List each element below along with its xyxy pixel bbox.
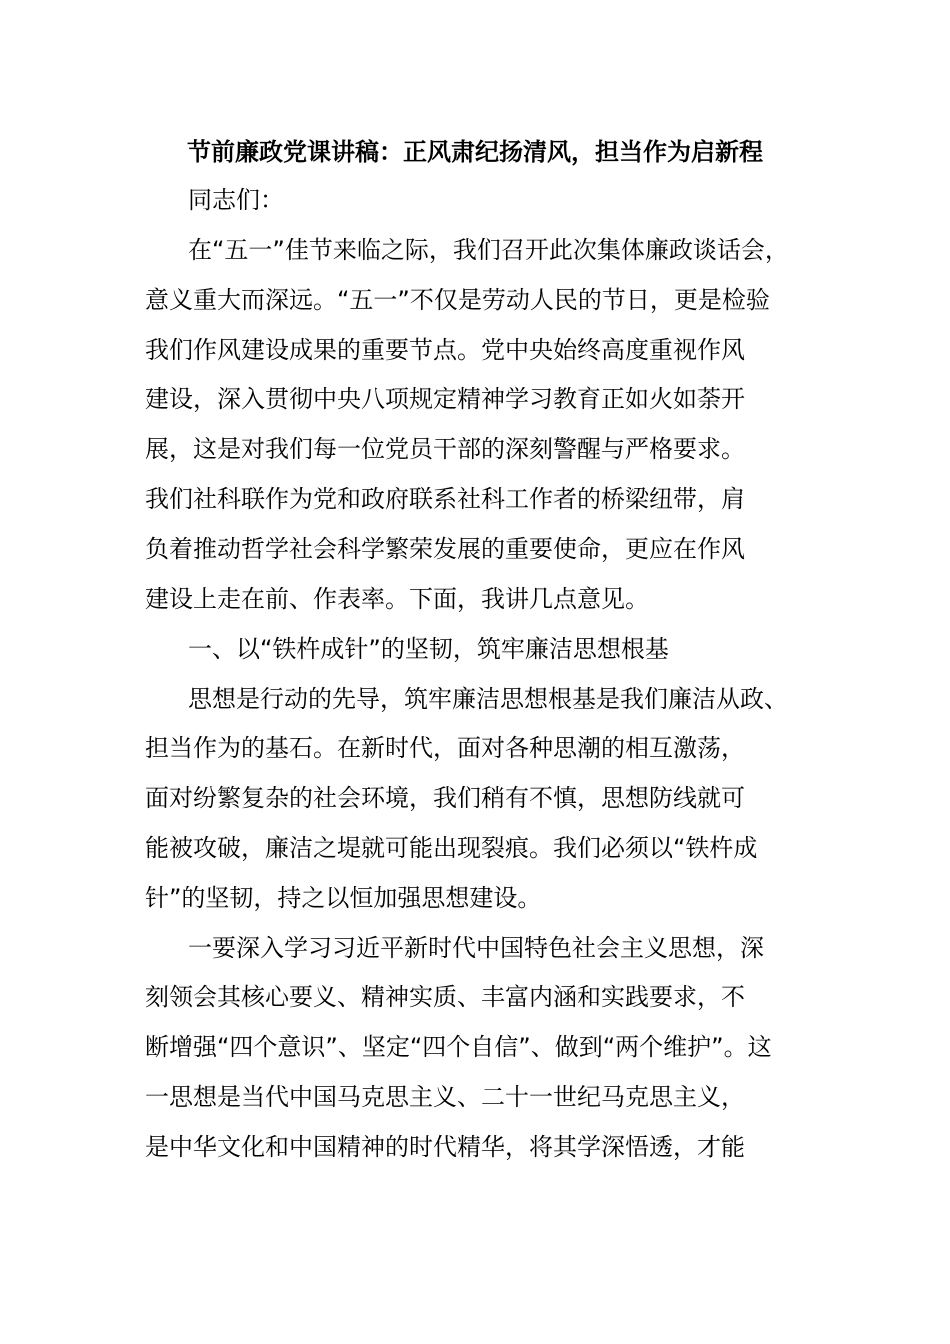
paragraph-line: 负着推动哲学社会科学繁荣发展的重要使命，更应在作风 bbox=[145, 535, 745, 563]
paragraph-line: 面对纷繁复杂的社会环境，我们稍有不慎，思想防线就可 bbox=[145, 784, 745, 812]
paragraph-line: 我们作风建设成果的重要节点。党中央始终高度重视作风 bbox=[145, 336, 745, 364]
document-title: 节前廉政党课讲稿：正风肃纪扬清风，担当作为启新程 bbox=[187, 138, 763, 166]
section-heading: 一、以“铁杵成针”的坚韧，筑牢廉洁思想根基 bbox=[188, 635, 669, 663]
paragraph-line: 在“五一”佳节来临之际，我们召开此次集体廉政谈话会， bbox=[188, 236, 789, 264]
paragraph-line: 是中华文化和中国精神的时代精华，将其学深悟透，才能 bbox=[145, 1133, 745, 1161]
paragraph-line: 展，这是对我们每一位党员干部的深刻警醒与严格要求。 bbox=[145, 435, 745, 463]
paragraph-line: 一思想是当代中国马克思主义、二十一世纪马克思主义， bbox=[145, 1083, 745, 1111]
paragraph-line: 思想是行动的先导，筑牢廉洁思想根基是我们廉洁从政、 bbox=[188, 685, 788, 713]
paragraph-line: 能被攻破，廉洁之堤就可能出现裂痕。我们必须以“铁杵成 bbox=[145, 834, 758, 862]
paragraph-line: 一要深入学习习近平新时代中国特色社会主义思想，深 bbox=[188, 934, 764, 962]
paragraph-line: 断增强“四个意识”、坚定“四个自信”、做到“两个维护”。这 bbox=[145, 1033, 772, 1061]
paragraph-line: 我们社科联作为党和政府联系社科工作者的桥梁纽带，肩 bbox=[145, 485, 745, 513]
paragraph-line: 刻领会其核心要义、精神实质、丰富内涵和实践要求，不 bbox=[145, 983, 745, 1011]
paragraph-line: 意义重大而深远。“五一”不仅是劳动人民的节日，更是检验 bbox=[145, 286, 770, 314]
paragraph-line: 针”的坚韧，持之以恒加强思想建设。 bbox=[145, 884, 542, 912]
salutation: 同志们： bbox=[188, 186, 284, 214]
paragraph-line: 建设上走在前、作表率。下面，我讲几点意见。 bbox=[145, 585, 649, 613]
paragraph-line: 建设，深入贯彻中央八项规定精神学习教育正如火如荼开 bbox=[145, 385, 745, 413]
paragraph-line: 担当作为的基石。在新时代，面对各种思潮的相互激荡， bbox=[145, 734, 745, 762]
